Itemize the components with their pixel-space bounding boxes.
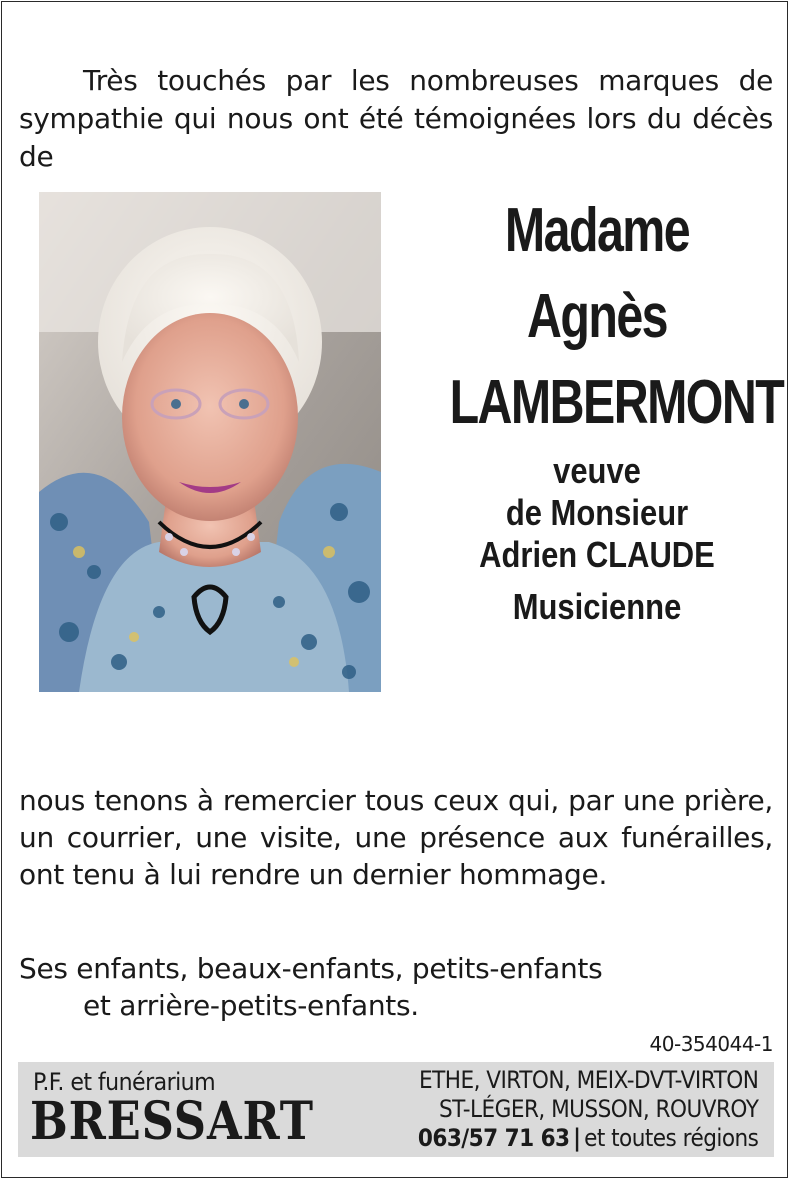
- intro-text: Très touchés par les nombreuses marques de sympathie qui nous ont été témoignées lors du décès de: [19, 64, 773, 173]
- locations-line-1: ETHE, VIRTON, MEIX-DVT-VIRTON: [418, 1066, 758, 1094]
- deceased-first-name: Agnès: [526, 282, 667, 351]
- reference-number: 40-354044-1: [649, 1032, 773, 1056]
- family-signature: [19, 950, 773, 1024]
- locations-line-2: ST-LÉGER, MUSSON, ROUVROY: [438, 1095, 758, 1123]
- occupation: Musicienne: [512, 586, 682, 627]
- funeral-home-details: [380, 1066, 758, 1153]
- regions-text: et toutes régions: [583, 1124, 758, 1152]
- relation-line-1: veuve: [553, 450, 641, 491]
- deceased-title: Madame: [504, 196, 690, 265]
- thanks-text: nous tenons à remercier tous ceux qui, par une prière, un courrier, une visite, une présence aux funérailles, ont tenu à lui rendre un dernier hommage.: [19, 784, 773, 891]
- separator: |: [572, 1124, 581, 1152]
- spouse-name: Adrien CLAUDE: [479, 534, 715, 575]
- relation-line-2: de Monsieur: [505, 492, 689, 533]
- contact-line: [417, 1124, 758, 1153]
- funeral-home-banner: [18, 1062, 774, 1157]
- deceased-last-name: LAMBERMONT: [449, 368, 784, 437]
- phone-number: 063/57 71 63: [417, 1124, 570, 1152]
- family-line-1: Ses enfants, beaux-enfants, petits-enfants: [19, 952, 603, 985]
- family-line-2: et arrière-petits-enfants.: [83, 989, 419, 1022]
- deceased-name-block: [408, 188, 786, 446]
- relation-block: [405, 450, 789, 628]
- funeral-home-name: BRESSART: [30, 1091, 314, 1152]
- portrait-photo: [39, 192, 381, 692]
- funeral-home-label: P.F. et funérarium: [33, 1068, 216, 1096]
